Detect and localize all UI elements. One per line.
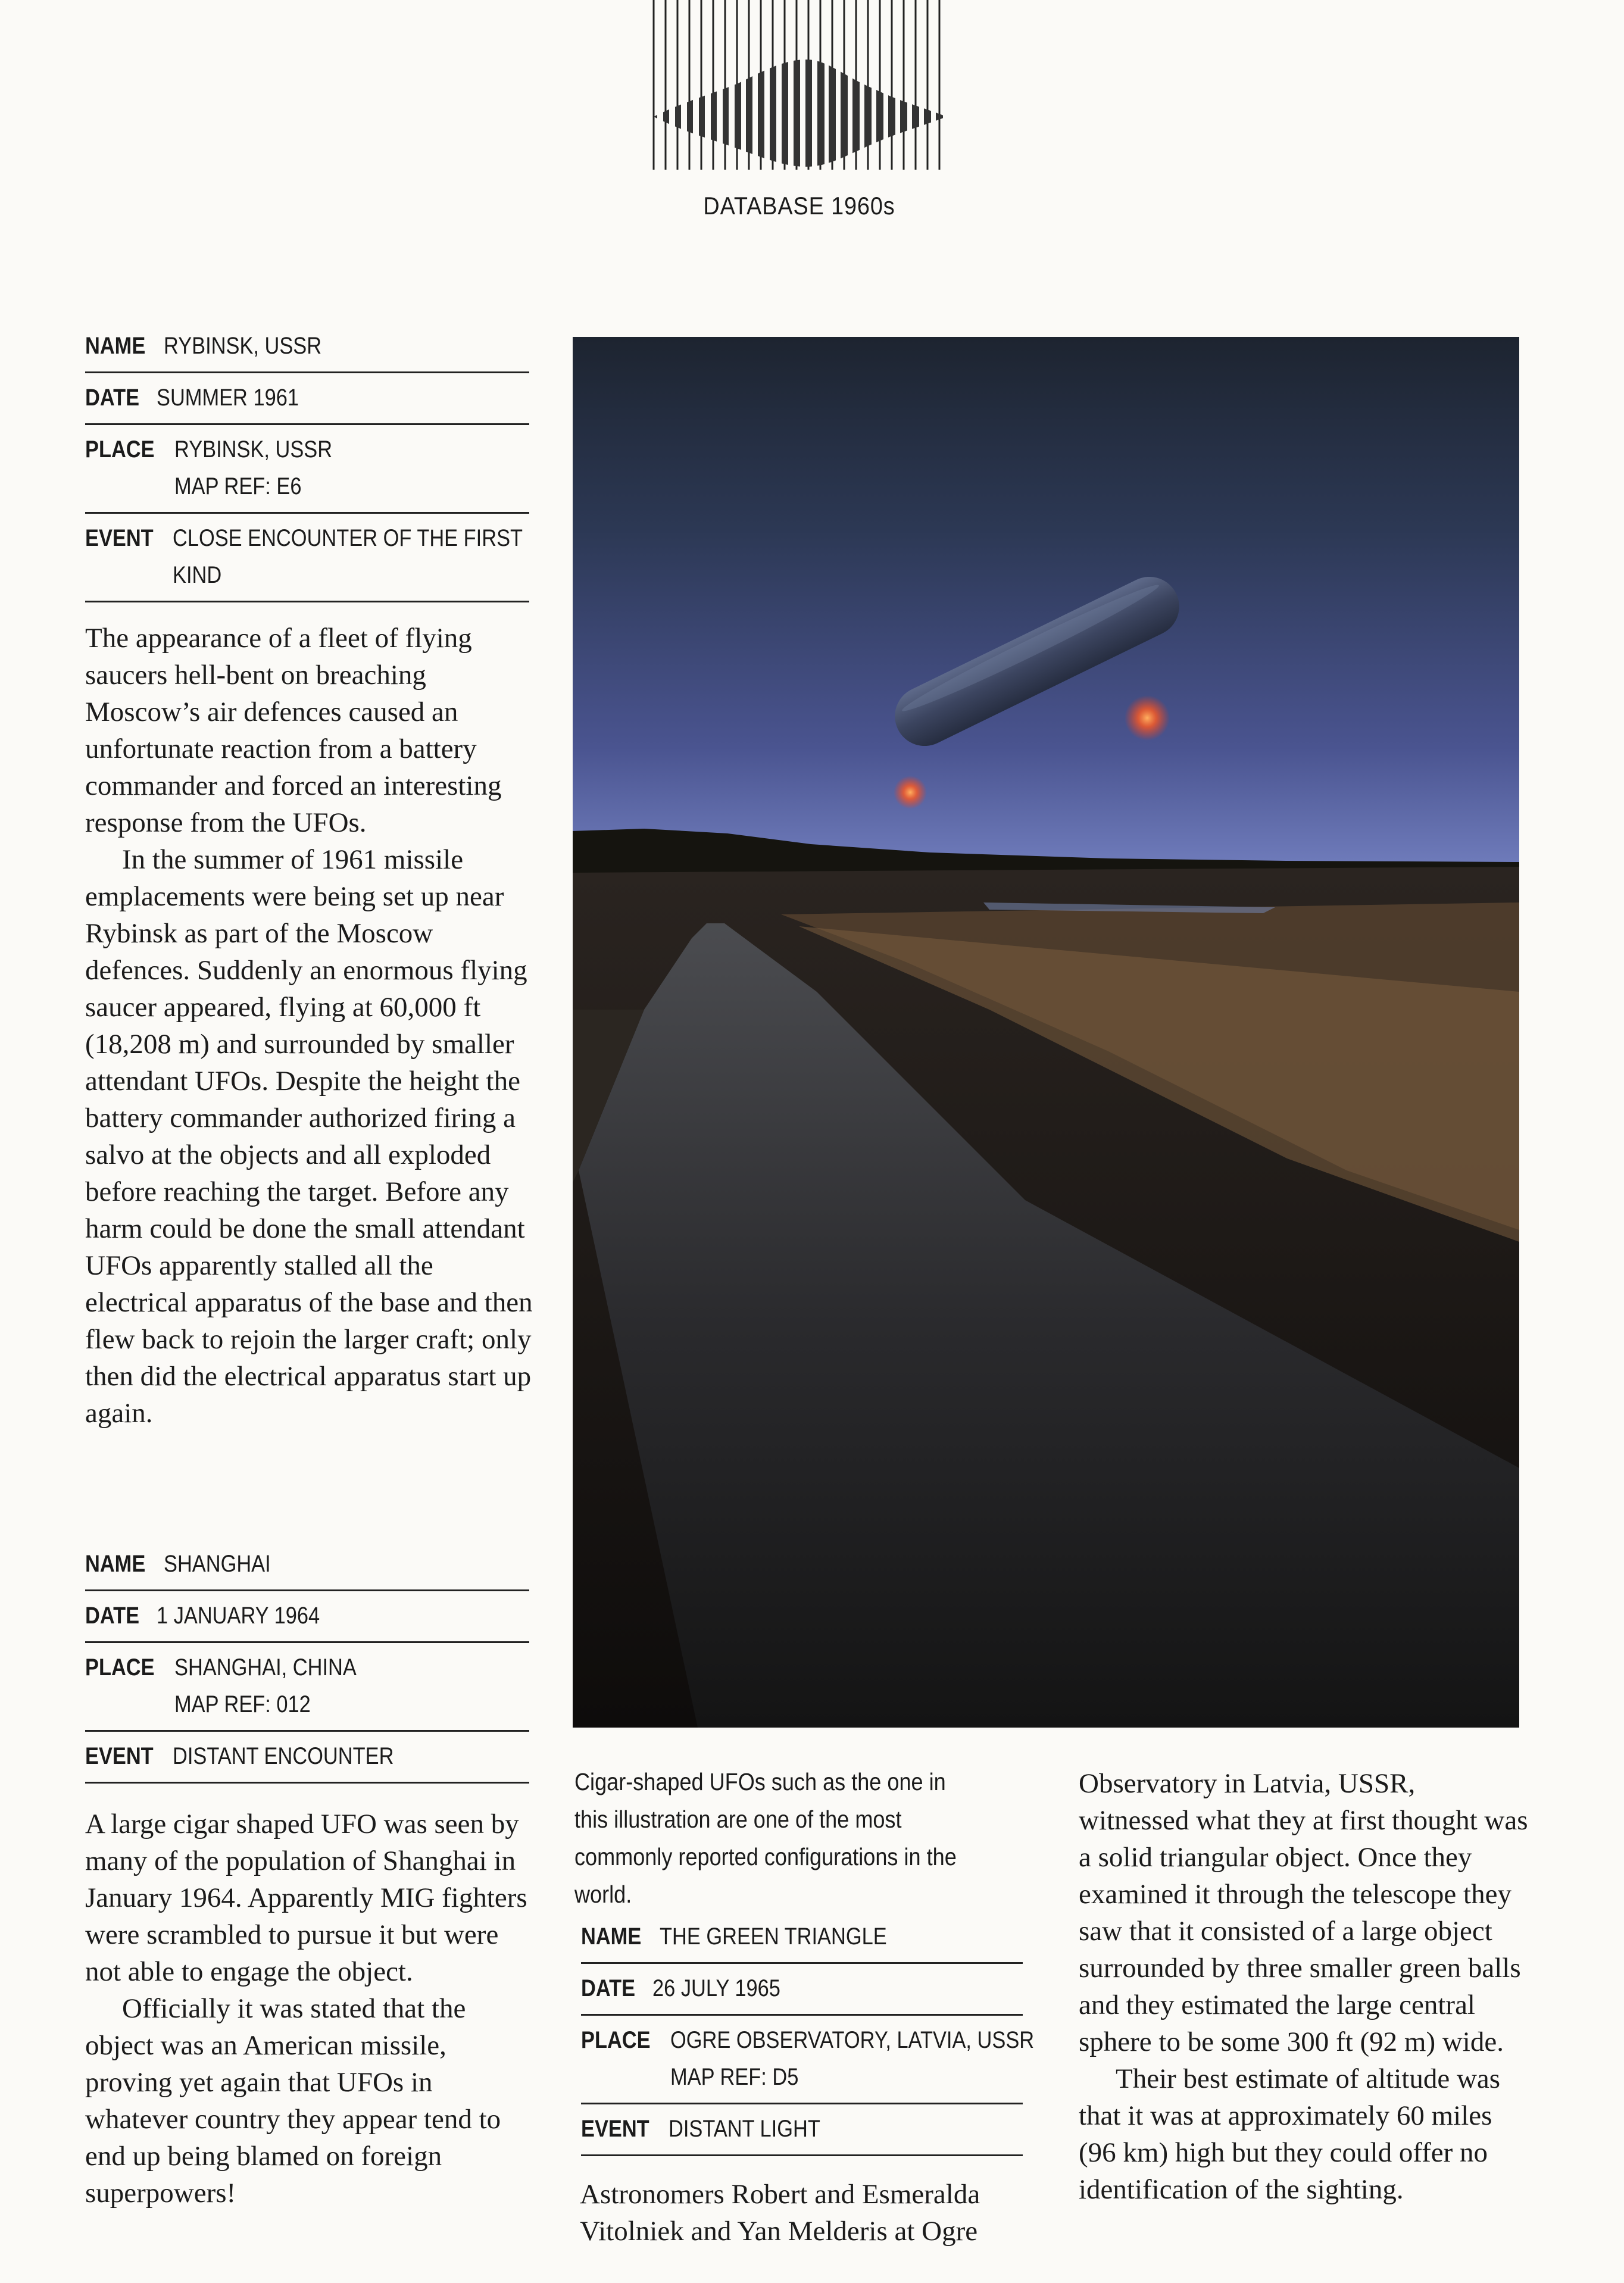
map-ref: MAP REF: D5 <box>670 2064 798 2090</box>
record-place-row <box>85 425 529 514</box>
story-paragraph: In the summer of 1961 missile emplacements were being set up near Rybinsk as part of the Moscow defences. Suddenly an enormous flying saucer appeared, flying at 60,000 ft (18,208 m) and surrounded by smaller attendant UFOs. Despite the height the battery commander authorized firing a salvo at the objects and all exploded before reaching the target. Before any harm could be done the small attendant UFOs apparently stalled all the electrical apparatus of the base and then flew back to rejoin the larger craft; only then did the electrical apparatus start up again. <box>85 844 533 1429</box>
map-ref: MAP REF: E6 <box>174 473 302 499</box>
date-value: 1 JANUARY 1964 <box>156 1603 320 1629</box>
event-text-line1: CLOSE ENCOUNTER OF THE FIRST <box>173 525 523 551</box>
name-value: SHANGHAI <box>163 1551 271 1577</box>
place-text: SHANGHAI, CHINA <box>174 1654 357 1681</box>
date-label: DATE <box>85 385 140 411</box>
record-place-row <box>581 2016 1034 2104</box>
name-label: NAME <box>85 1551 146 1577</box>
name-label: NAME <box>581 1923 642 1950</box>
record-date-row <box>581 1964 1023 2016</box>
story-paragraph: Observatory in Latvia, USSR, witnessed what they at first thought was a solid triangular object. Once they examined it through the telescope they saw that it consisted of a large object surrounded by three smaller green balls and they estimated the large central sphere to be some 300 ft (92 m) wide. <box>1079 1768 1528 2057</box>
date-label: DATE <box>85 1603 140 1629</box>
record-table-shanghai <box>85 1539 529 1784</box>
event-value: DISTANT LIGHT <box>669 2116 821 2142</box>
event-label: EVENT <box>85 525 154 551</box>
database-logo-graphic <box>649 0 950 170</box>
photo-caption: Cigar-shaped UFOs such as the one in this illustration are one of the most commonly reported configurations in the world. <box>574 1768 957 1908</box>
story-rybinsk <box>85 620 533 1432</box>
date-label: DATE <box>581 1975 636 2001</box>
record-name-row <box>85 321 529 373</box>
event-text-line2: KIND <box>173 562 222 588</box>
name-label: NAME <box>85 333 146 359</box>
event-label: EVENT <box>581 2116 649 2142</box>
story-shanghai <box>85 1806 533 2212</box>
place-value <box>174 1649 480 1723</box>
story-paragraph: Astronomers Robert and Esmeralda Vitolniek and Yan Melderis at Ogre <box>580 2179 980 2247</box>
place-label: PLACE <box>85 1654 155 1681</box>
place-text: OGRE OBSERVATORY, LATVIA, USSR <box>670 2027 1034 2053</box>
story-paragraph: Their best estimate of altitude was that it was at approximately 60 miles (96 km) high but they could offer no identification of the sighting. <box>1079 2063 1501 2205</box>
record-event-row <box>581 2104 1023 2156</box>
name-value: THE GREEN TRIANGLE <box>659 1923 887 1950</box>
map-ref: MAP REF: 012 <box>174 1691 311 1717</box>
section-title: DATABASE 1960s <box>703 192 895 220</box>
record-date-row <box>85 373 529 425</box>
record-date-row <box>85 1591 529 1643</box>
record-name-row <box>85 1539 529 1591</box>
story-paragraph: The appearance of a fleet of flying saucers hell-bent on breaching Moscow’s air defences caused an unfortunate reaction from a battery commander and forced an interesting response from the UFOs. <box>85 623 502 838</box>
record-table-rybinsk <box>85 321 529 602</box>
story-green-triangle-part1 <box>580 2176 1028 2250</box>
event-value <box>173 520 523 594</box>
place-label: PLACE <box>85 436 155 463</box>
date-value: SUMMER 1961 <box>156 385 299 411</box>
record-place-row <box>85 1643 529 1732</box>
story-paragraph: A large cigar shaped UFO was seen by many of the population of Shanghai in January 1964. Apparently MIG fighters were scrambled to pursue it but were not able to engage the object. <box>85 1809 527 1987</box>
story-paragraph: Officially it was stated that the object was an American missile, proving yet again that UFOs in whatever country they appear tend to end up being blamed on foreign superpowers! <box>85 1993 501 2209</box>
record-event-row <box>85 1732 529 1784</box>
ufo-illustration-photo <box>573 337 1519 1728</box>
event-value: DISTANT ENCOUNTER <box>173 1743 394 1769</box>
record-event-row <box>85 514 529 602</box>
story-green-triangle-part2 <box>1079 1765 1531 2208</box>
place-text: RYBINSK, USSR <box>174 436 332 463</box>
record-table-green-triangle <box>581 1912 1034 2156</box>
place-value <box>174 431 480 505</box>
place-label: PLACE <box>581 2027 651 2053</box>
event-label: EVENT <box>85 1743 154 1769</box>
record-name-row <box>581 1912 1023 1964</box>
date-value: 26 JULY 1965 <box>652 1975 780 2001</box>
name-value: RYBINSK, USSR <box>163 333 321 359</box>
place-value <box>670 2022 1034 2095</box>
